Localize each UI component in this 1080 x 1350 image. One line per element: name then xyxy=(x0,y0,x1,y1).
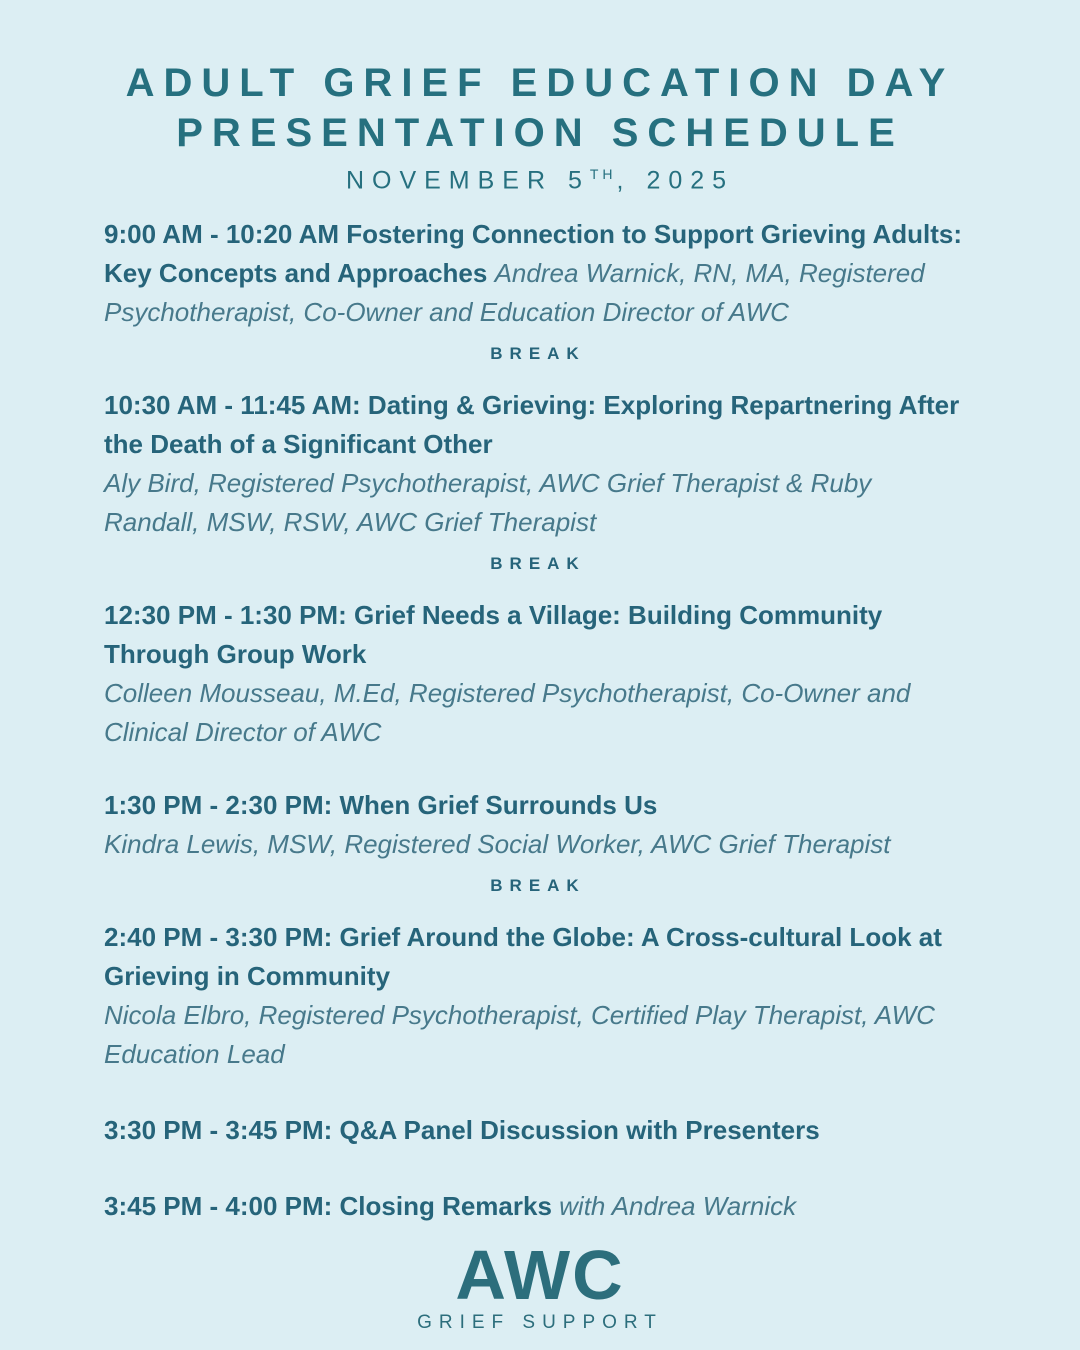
page-title-line-2: PRESENTATION SCHEDULE xyxy=(176,111,904,155)
session-presenter: Kindra Lewis, MSW, Registered Social Worker, AWC Grief Therapist xyxy=(104,829,891,860)
session-title: 3:30 PM - 3:45 PM: Q&A Panel Discussion with Presenters xyxy=(104,1115,820,1146)
event-date-prefix: NOVEMBER 5 xyxy=(345,166,590,195)
session-presenter: with Andrea Warnick xyxy=(559,1191,797,1222)
session-presenter: Aly Bird, Registered Psychotherapist, AWC Grief Therapist & Ruby Randall, MSW, RSW, AWC Grief Therapist xyxy=(104,468,872,538)
event-date xyxy=(0,166,1080,195)
break-row-3 xyxy=(104,876,972,896)
session-block-7 xyxy=(104,1187,972,1226)
schedule-list xyxy=(104,215,972,1226)
session-title: 1:30 PM - 2:30 PM: When Grief Surrounds Us xyxy=(104,790,658,821)
session-block-3 xyxy=(104,596,972,752)
session-presenter: Nicola Elbro, Registered Psychotherapist, Certified Play Therapist, AWC Education Lead xyxy=(104,1000,935,1070)
session-block-4 xyxy=(104,786,972,864)
session-title: 3:45 PM - 4:00 PM: Closing Remarks xyxy=(104,1191,552,1222)
session-block-1 xyxy=(104,215,972,332)
event-date-ordinal: TH xyxy=(589,166,617,182)
session-block-6 xyxy=(104,1111,972,1150)
break-label: BREAK xyxy=(490,344,586,364)
break-row-2 xyxy=(104,554,972,574)
break-label: BREAK xyxy=(490,876,586,896)
break-label: BREAK xyxy=(490,554,586,574)
session-presenter: Andrea Warnick, RN, MA, Registered Psychotherapist, Co-Owner and Education Director of AWC xyxy=(104,258,925,328)
poster-footer xyxy=(0,1236,1080,1334)
session-title: 9:00 AM - 10:20 AM Fostering Connection to Support Grieving Adults: Key Concepts and Approaches xyxy=(104,219,963,289)
session-title: 10:30 AM - 11:45 AM: Dating & Grieving: Exploring Repartnering After the Death of a Significant Other xyxy=(104,390,960,460)
session-block-2 xyxy=(104,386,972,542)
session-presenter: Colleen Mousseau, M.Ed, Registered Psychotherapist, Co-Owner and Clinical Director of AWC xyxy=(104,678,911,748)
event-date-suffix: , 2025 xyxy=(616,166,735,195)
awc-logo: AWC xyxy=(455,1236,625,1315)
poster-header xyxy=(0,58,1080,195)
break-row-1 xyxy=(104,344,972,364)
page-title-line-1: ADULT GRIEF EDUCATION DAY xyxy=(125,61,955,105)
session-title: 2:40 PM - 3:30 PM: Grief Around the Globe: A Cross-cultural Look at Grieving in Community xyxy=(104,922,942,992)
session-block-5 xyxy=(104,918,972,1074)
awc-logo-subtext: GRIEF SUPPORT xyxy=(417,1312,663,1334)
session-title: 12:30 PM - 1:30 PM: Grief Needs a Village: Building Community Through Group Work xyxy=(104,600,883,670)
